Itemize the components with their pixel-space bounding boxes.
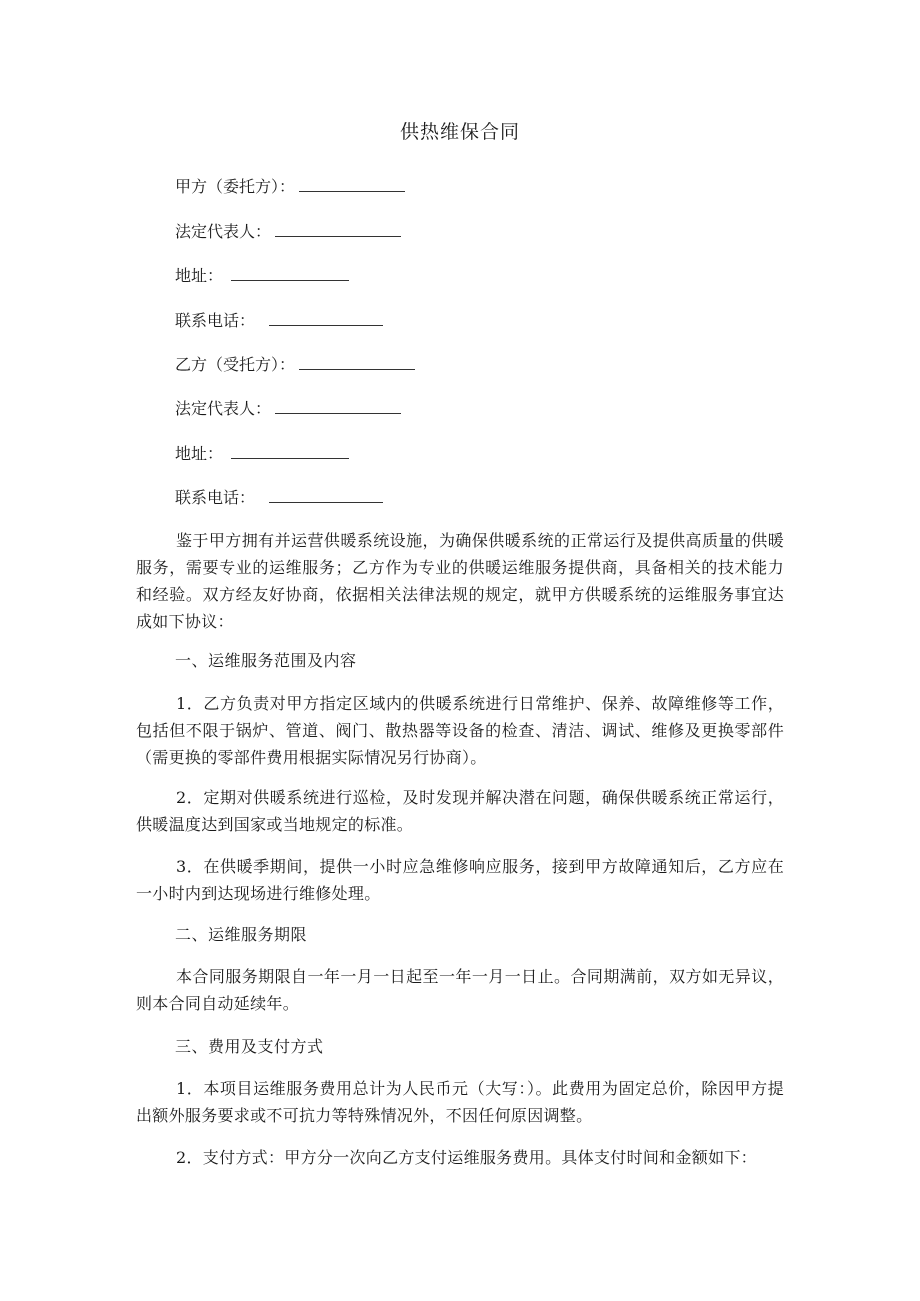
section-3-item-1: 1．本项目运维服务费用总计为人民币元（大写：）。此费用为固定总价，除因甲方提出额外服务要求或不可抗力等特殊情况外，不因任何原因调整。 [136, 1079, 784, 1125]
party-b-address-blank [231, 444, 349, 459]
party-a-phone-blank [269, 311, 383, 326]
party-a-address-label: 地址： [175, 266, 224, 285]
preamble-paragraph: 鉴于甲方拥有并运营供暖系统设施，为确保供暖系统的正常运行及提供高质量的供暖服务，需要专业的运维服务；乙方作为专业的供暖运维服务提供商，具备相关的技术能力和经验。双方经友好协商，依据相关法律法规的规定，就甲方供暖系统的运维服务事宜达成如下协议： [136, 531, 784, 631]
section-2-body: 本合同服务期限自一年一月一日起至一年一月一日止。合同期满前，双方如无异议，则本合同自动延续年。 [136, 967, 784, 1013]
party-b-phone-blank [269, 488, 383, 503]
party-a-rep-field [175, 222, 401, 242]
party-a-address-field [175, 266, 349, 286]
section-1-item-1: 1．乙方负责对甲方指定区域内的供暖系统进行日常维护、保养、故障维修等工作，包括但不限于锅炉、管道、阀门、散热器等设备的检查、清洁、调试、维修及更换零部件（需更换的零部件费用根据实际情况另行协商）。 [136, 694, 784, 767]
section-1-item-3: 3．在供暖季期间，提供一小时应急维修响应服务，接到甲方故障通知后，乙方应在一小时内到达现场进行维修处理。 [136, 857, 784, 903]
section-2-heading: 二、运维服务期限 [175, 925, 308, 944]
party-a-phone-label: 联系电话： [175, 311, 256, 330]
section-1-heading: 一、运维服务范围及内容 [175, 651, 357, 670]
party-b-rep-blank [275, 399, 401, 414]
party-b-rep-label: 法定代表人： [175, 399, 272, 418]
party-a-rep-blank [275, 222, 401, 237]
party-b-address-label: 地址： [175, 444, 224, 463]
party-a-rep-label: 法定代表人： [175, 222, 272, 241]
party-b-address-field [175, 444, 349, 464]
party-a-name-label: 甲方（委托方）： [175, 177, 296, 196]
document-title: 供热维保合同 [399, 121, 520, 143]
party-b-name-label: 乙方（受托方）： [175, 355, 296, 374]
party-a-name-blank [299, 177, 405, 192]
party-b-name-field [175, 355, 415, 375]
party-a-phone-field [175, 311, 383, 331]
party-b-rep-field [175, 399, 401, 419]
party-a-address-blank [231, 266, 349, 281]
section-3-item-2: 2．支付方式：甲方分一次向乙方支付运维服务费用。具体支付时间和金额如下： [176, 1148, 757, 1167]
section-3-heading: 三、费用及支付方式 [175, 1037, 324, 1056]
party-a-name-field [175, 177, 405, 197]
party-b-name-blank [299, 355, 415, 370]
party-b-phone-label: 联系电话： [175, 488, 256, 507]
section-1-item-2: 2．定期对供暖系统进行巡检，及时发现并解决潜在问题，确保供暖系统正常运行，供暖温度达到国家或当地规定的标准。 [136, 788, 784, 834]
party-b-phone-field [175, 488, 383, 508]
